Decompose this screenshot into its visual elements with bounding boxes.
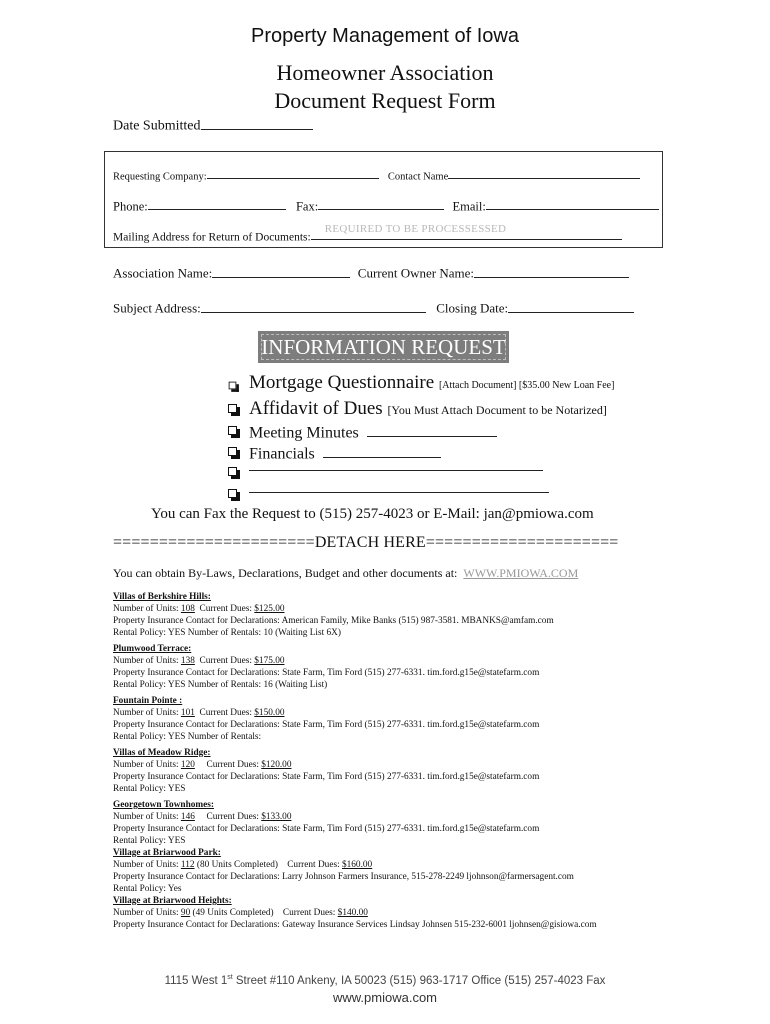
association-rental: Rental Policy: YES Number of Rentals: 10 (Waiting List 6X) bbox=[113, 628, 341, 638]
requesting-company-row bbox=[113, 169, 640, 182]
obtain-documents-text: You can obtain By-Laws, Declarations, Budget and other documents at: bbox=[113, 566, 458, 580]
association-rental: Rental Policy: YES Number of Rentals: bbox=[113, 732, 262, 742]
checkbox-icon[interactable] bbox=[228, 426, 237, 435]
item-note: [Attach Document] [$35.00 New Loan Fee] bbox=[438, 380, 615, 391]
association-entry bbox=[113, 895, 713, 931]
subject-address-field[interactable] bbox=[201, 300, 426, 313]
association-list bbox=[113, 591, 713, 931]
item-meeting-minutes bbox=[249, 422, 497, 442]
current-owner-field[interactable] bbox=[474, 265, 629, 278]
checkbox-icon[interactable] bbox=[228, 489, 237, 498]
association-entry bbox=[113, 695, 713, 743]
association-title: Georgetown Townhomes: bbox=[113, 800, 214, 810]
obtain-documents-line bbox=[113, 566, 578, 581]
association-name-field[interactable] bbox=[212, 265, 350, 278]
association-insurance: Property Insurance Contact for Declarations: State Farm, Tim Ford (515) 277-6331. tim.ford.g15e@statefarm.com bbox=[113, 668, 540, 678]
association-entry bbox=[113, 643, 713, 691]
closing-date-field[interactable] bbox=[508, 300, 634, 313]
association-insurance: Property Insurance Contact for Declarations: Gateway Insurance Services Lindsay Johnsen 515-232-6001 ljohnsen@gisiowa.com bbox=[113, 920, 597, 930]
association-title: Villas of Berkshire Hills: bbox=[113, 592, 211, 602]
date-submitted-label: Date Submitted bbox=[113, 118, 201, 134]
mailing-address-label: Mailing Address for Return of Documents: bbox=[113, 231, 311, 244]
association-rental: Rental Policy: Yes bbox=[113, 884, 182, 894]
footer-address: 1115 West 1st Street #110 Ankeny, IA 50023 (515) 963-1717 Office (515) 257-4023 Fax bbox=[164, 974, 606, 987]
closing-date-label: Closing Date: bbox=[436, 300, 509, 316]
phone-label: Phone: bbox=[113, 199, 148, 214]
form-title-line1: Homeowner Association bbox=[276, 60, 494, 85]
requesting-company-field[interactable] bbox=[207, 169, 379, 179]
checkbox-icon[interactable] bbox=[228, 467, 237, 476]
association-name-label: Association Name: bbox=[113, 265, 213, 281]
association-title: Village at Briarwood Park: bbox=[113, 848, 221, 858]
association-entry bbox=[113, 847, 713, 895]
association-insurance: Property Insurance Contact for Declarations: Larry Johnson Farmers Insurance, 515-278-2249 ljohnson@farmersagent.com bbox=[113, 872, 574, 882]
phone-row bbox=[113, 198, 659, 214]
item-blank-field[interactable] bbox=[249, 492, 549, 493]
association-rental: Rental Policy: YES Number of Rentals: 16 (Waiting List) bbox=[113, 680, 328, 690]
date-submitted-field[interactable] bbox=[201, 116, 313, 130]
item-blank-field[interactable] bbox=[249, 470, 543, 471]
fax-label: Fax: bbox=[295, 199, 319, 214]
item-financials bbox=[249, 443, 441, 463]
date-submitted bbox=[113, 116, 313, 135]
association-insurance: Property Insurance Contact for Declarations: State Farm, Tim Ford (515) 277-6331. tim.ford.g15e@statefarm.com bbox=[113, 720, 540, 730]
item-note: [You Must Attach Document to be Notarized] bbox=[387, 403, 607, 417]
information-request-heading: INFORMATION REQUEST bbox=[261, 335, 506, 359]
association-insurance: Property Insurance Contact for Declarations: State Farm, Tim Ford (515) 277-6331. tim.ford.g15e@statefarm.com bbox=[113, 824, 540, 834]
website-link[interactable]: WWW.PMIOWA.COM bbox=[463, 566, 579, 580]
association-title: Fountain Pointe : bbox=[113, 696, 183, 706]
association-units: Number of Units: 146 Current Dues: $133.00 bbox=[113, 812, 292, 822]
contact-name-field[interactable] bbox=[448, 169, 640, 179]
mailing-address-field[interactable] bbox=[311, 223, 622, 240]
association-units: Number of Units: 108 Current Dues: $125.00 bbox=[113, 604, 285, 614]
association-entry bbox=[113, 591, 713, 639]
form-title-line2: Document Request Form bbox=[274, 88, 496, 113]
association-title: Villas of Meadow Ridge: bbox=[113, 748, 211, 758]
item-affidavit-of-dues bbox=[249, 398, 607, 420]
association-entry bbox=[113, 747, 713, 795]
company-name: Property Management of Iowa bbox=[251, 25, 519, 47]
association-units: Number of Units: 112 (80 Units Completed) Current Dues: $160.00 bbox=[113, 860, 373, 870]
association-title: Plumwood Terrace: bbox=[113, 644, 192, 654]
association-units: Number of Units: 101 Current Dues: $150.00 bbox=[113, 708, 285, 718]
association-row bbox=[113, 265, 629, 282]
item-field[interactable] bbox=[367, 422, 497, 437]
association-rental: Rental Policy: YES bbox=[113, 784, 186, 794]
association-units: Number of Units: 90 (49 Units Completed) Current Dues: $140.00 bbox=[113, 908, 368, 918]
association-units: Number of Units: 138 Current Dues: $175.00 bbox=[113, 656, 285, 666]
fax-field[interactable] bbox=[318, 198, 444, 210]
association-title: Village at Briarwood Heights: bbox=[113, 896, 232, 906]
subject-address-label: Subject Address: bbox=[113, 300, 201, 316]
item-field[interactable] bbox=[323, 443, 441, 458]
association-entry bbox=[113, 799, 713, 847]
subject-row bbox=[113, 300, 634, 317]
item-label: Meeting Minutes bbox=[249, 424, 359, 442]
mailing-address-row bbox=[113, 223, 622, 244]
association-units: Number of Units: 120 Current Dues: $120.00 bbox=[113, 760, 292, 770]
item-mortgage-questionnaire bbox=[249, 372, 614, 394]
requesting-company-label: Requesting Company: bbox=[113, 171, 207, 183]
detach-line: ======================DETACH HERE===================== bbox=[113, 534, 619, 551]
checkbox-icon[interactable] bbox=[229, 382, 237, 390]
item-label: Affidavit of Dues bbox=[249, 398, 383, 419]
item-label: Mortgage Questionnaire bbox=[249, 372, 435, 393]
mailing-address-placeholder: REQUIRED TO BE PROCESSESSED bbox=[324, 223, 507, 235]
association-insurance: Property Insurance Contact for Declarations: American Family, Mike Banks (515) 987-3581. MBANKS@amfam.com bbox=[113, 616, 554, 626]
email-field[interactable] bbox=[486, 198, 659, 210]
contact-name-label: Contact Name bbox=[387, 171, 449, 183]
email-label: Email: bbox=[452, 199, 486, 214]
current-owner-label: Current Owner Name: bbox=[357, 265, 475, 281]
item-label: Financials bbox=[249, 445, 315, 463]
association-rental: Rental Policy: YES bbox=[113, 836, 186, 846]
fax-email-instruction: You can Fax the Request to (515) 257-4023 or E-Mail: jan@pmiowa.com bbox=[151, 506, 594, 522]
footer-website[interactable]: www.pmiowa.com bbox=[332, 990, 438, 1005]
association-insurance: Property Insurance Contact for Declarations: State Farm, Tim Ford (515) 277-6331. tim.ford.g15e@statefarm.com bbox=[113, 772, 540, 782]
checkbox-icon[interactable] bbox=[228, 404, 237, 413]
phone-field[interactable] bbox=[148, 198, 286, 210]
checkbox-icon[interactable] bbox=[228, 447, 237, 456]
